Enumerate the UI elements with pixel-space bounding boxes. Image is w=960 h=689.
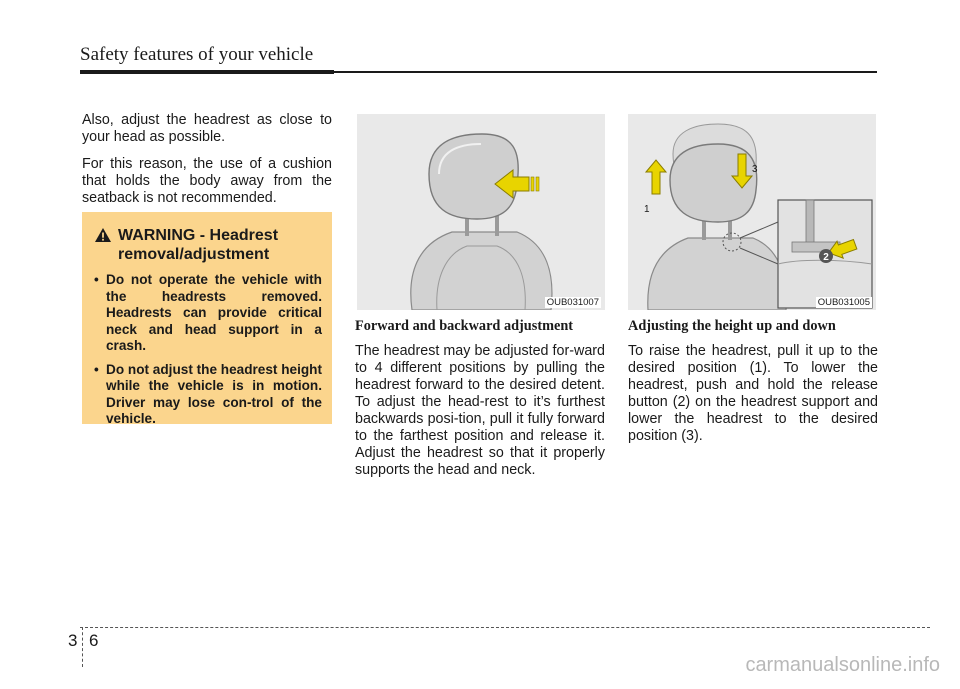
header-rule (80, 70, 877, 74)
label-2: 2 (823, 252, 829, 263)
figure-code: OUB031007 (546, 297, 599, 308)
figure-headrest-forward (357, 114, 605, 310)
section-heading: Forward and backward adjustment (355, 318, 574, 334)
footer-divider (82, 627, 83, 667)
section-body: To raise the headrest, pull it up to the desired position (1). To lower the headrest, push and hold the release button (2) on the headrest support and lower the headrest to the desired position (3). (628, 343, 878, 444)
label-1: 1 (644, 204, 650, 215)
warning-header (94, 226, 322, 264)
section-body: The headrest may be adjusted for-ward to 4 different positions by pulling the headrest forward to the desired detent. To adjust the head-rest to it’s furthest backwards posi-tion, pull it fully forward to the farthest position and release it. Adjust the headrest so that it properly supports the head and neck. (355, 343, 605, 478)
warning-triangle-icon (94, 227, 112, 243)
page-chapter: 3 (68, 631, 78, 650)
warning-box (82, 212, 332, 424)
bullet-icon: • (94, 361, 99, 377)
figure-headrest-height (628, 114, 876, 310)
height-adjustment-section (628, 318, 878, 455)
headrest-height-illustration (628, 114, 876, 310)
page-number: 6 (89, 631, 99, 650)
paragraph-2: For this reason, the use of a cushion that holds the body away from the seatback is not recommended. (82, 156, 332, 206)
forward-adjustment-section (355, 318, 605, 489)
warning-item: • Do not operate the vehicle with the headrests removed. Headrests can provide critical neck and head support in a crash. (94, 272, 322, 353)
header-rule-thin (334, 71, 877, 73)
section-heading: Adjusting the height up and down (628, 318, 836, 334)
label-3: 3 (752, 164, 758, 175)
warning-list (94, 272, 322, 428)
footer-rule (80, 627, 930, 628)
label-2-badge (819, 249, 833, 263)
warning-item: • Do not adjust the headrest height while the vehicle is in motion. Driver may lose con-trol of the vehicle. (94, 361, 322, 426)
headrest-forward-illustration (357, 114, 605, 310)
column-1 (82, 112, 332, 217)
header-rule-thick (80, 70, 334, 74)
bullet-icon: • (94, 272, 99, 287)
watermark: carmanualsonline.info (745, 654, 940, 676)
paragraph-1: Also, adjust the headrest as close to your head as possible. (82, 112, 332, 145)
header-title: Safety features of your vehicle (80, 44, 314, 65)
figure-code: OUB031005 (817, 297, 870, 308)
warning-title: WARNING - Headrest removal/adjustment (118, 227, 279, 263)
